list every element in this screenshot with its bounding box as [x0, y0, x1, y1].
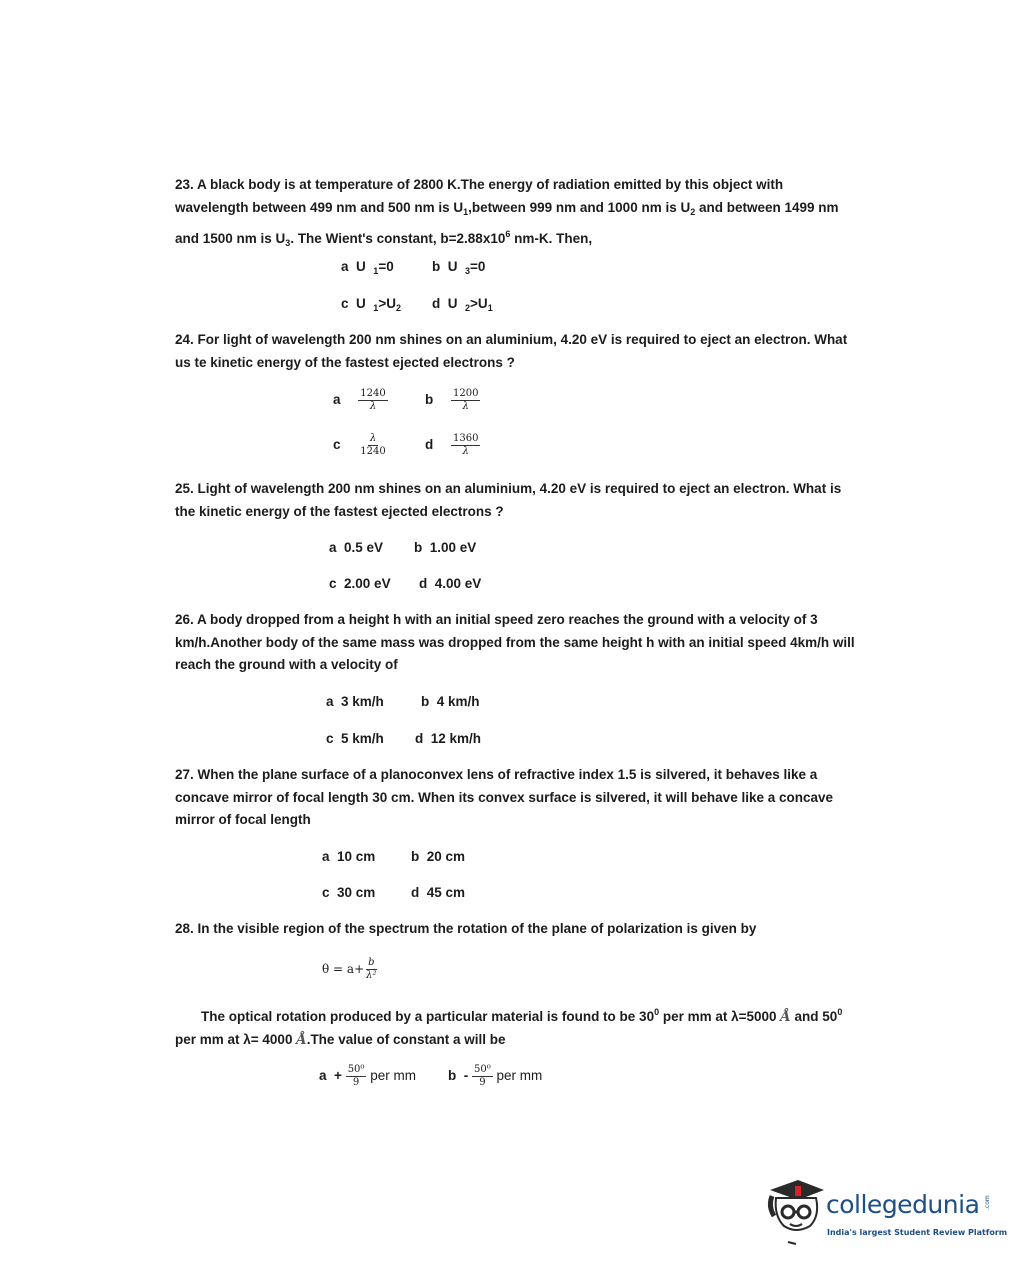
- option-b: b U $_3$=0: [432, 259, 486, 276]
- question-number: 24.: [175, 332, 194, 347]
- mascot-icon: [766, 1176, 826, 1248]
- question-number: 25.: [175, 481, 194, 496]
- question-number: 28.: [175, 921, 194, 936]
- option-b: b 1.00 eV: [414, 540, 477, 555]
- option-c: c U $_1>U_2$: [341, 296, 401, 313]
- option-a: a $\frac{1240}{\lambda}$: [333, 388, 386, 412]
- question-text: For light of wavelength 200 nm shines on an aluminium, 4.20 eV is required to eject an electron. What us te kinetic energy of the fastest ejected electrons ?: [175, 332, 848, 370]
- question-text: When the plane surface of a planoconvex lens of refractive index 1.5 is silvered, it behaves like a concave mirror of focal length 30 cm. When its convex surface is silvered, it will behave like a concave mirror of focal length: [175, 767, 834, 827]
- question-text: A black body is at temperature of 2800 K.The energy of radiation emitted by this object with wavelength between 499 nm and 500 nm is $U_1,between$ 999 nm and 1000 nm is $U_2$ and between 1499 nm and 1500 nm is $U_3$. The Wient's constant, $b=2.88x10^6$ nm-K. Then,: [175, 177, 839, 248]
- question-25: [175, 478, 855, 523]
- option-c: c 30 cm: [322, 885, 376, 900]
- option-c: c 5 km/h: [326, 731, 384, 746]
- question-number: 27.: [175, 767, 194, 782]
- option-a: a + $\frac{\text{50⁰}}{9}$ per mm: [319, 1064, 416, 1088]
- option-a: a 3 km/h: [326, 694, 384, 709]
- logo-com: .com: [984, 1195, 991, 1210]
- question-28: [175, 918, 855, 941]
- option-c: c 2.00 eV: [329, 576, 391, 591]
- question-28-paragraph: The optical rotation produced by a particular material is found to be $30^0$ per mm at λ=5000 Å and $50^0$ per mm at λ= 4000 Å.The value of constant a will be: [175, 1007, 843, 1048]
- option-b: b 20 cm: [411, 849, 466, 864]
- logo-tagline: India's largest Student Review Platform: [827, 1228, 1008, 1237]
- option-d: d 4.00 eV: [419, 576, 482, 591]
- option-d: d U $_2>U_1$: [432, 296, 493, 313]
- option-b: b 4 km/h: [421, 694, 480, 709]
- option-a: a U $_1$=0: [341, 259, 394, 276]
- formula: θ = a+ $\frac{b}{\text{λ²}}$: [322, 957, 377, 981]
- question-23: [175, 174, 855, 255]
- option-d: d $\frac{1360}{\lambda}$: [425, 433, 479, 457]
- option-d: d 12 km/h: [415, 731, 482, 746]
- question-27: [175, 764, 855, 832]
- logo-wordmark: collegedunia: [826, 1190, 980, 1219]
- option-b: b - $\frac{\text{50⁰}}{9}$ per mm: [448, 1064, 543, 1088]
- question-text: A body dropped from a height h with an initial speed zero reaches the ground with a velocity of 3 km/h.Another body of the same mass was dropped from the same height h with an initial speed 4km/h will reach the ground with a velocity of: [175, 612, 855, 672]
- question-number: 26.: [175, 612, 194, 627]
- question-number: 23.: [175, 177, 194, 192]
- question-text: Light of wavelength 200 nm shines on an aluminium, 4.20 eV is required to eject an electron. What is the kinetic energy of the fastest ejected electrons ?: [175, 481, 842, 519]
- option-a: a 10 cm: [322, 849, 376, 864]
- option-b: b $\frac{1200}{\lambda}$: [425, 388, 479, 412]
- question-24: [175, 329, 855, 374]
- option-c: c $\frac{\lambda}{1240}$: [333, 433, 386, 457]
- option-d: d 45 cm: [411, 885, 466, 900]
- question-text: In the visible region of the spectrum the rotation of the plane of polarization is given by: [197, 921, 757, 936]
- option-a: a 0.5 eV: [329, 540, 384, 555]
- question-26: [175, 609, 855, 677]
- collegedunia-logo: [766, 1176, 1008, 1256]
